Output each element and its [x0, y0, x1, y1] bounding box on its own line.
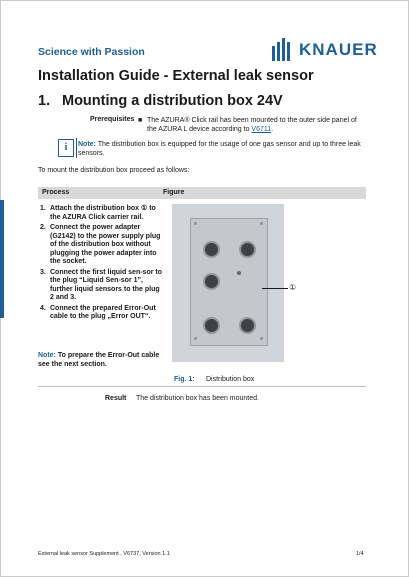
- connector-icon: [203, 273, 220, 290]
- intro-text: To mount the distribution box proceed as follows:: [38, 167, 190, 174]
- note-text: [78, 140, 368, 158]
- table-header: [38, 187, 366, 199]
- connector-icon: [203, 241, 220, 258]
- connector-icon: [239, 317, 256, 334]
- step-number: 3.: [40, 268, 46, 276]
- section-number: 1.: [38, 93, 51, 109]
- status-led-icon: [237, 271, 241, 275]
- tagline: Science with Passion: [38, 46, 145, 58]
- step-text: Connect the power adapter (G2142) to the power supply plug of the distribution box without plugging the power adapter into the socket.: [50, 224, 161, 265]
- result-label: Result: [105, 395, 127, 402]
- knauer-logo: [271, 38, 378, 62]
- screw-icon: [194, 337, 197, 340]
- process-note-text: To prepare the Error-Out cable see the next section.: [38, 352, 160, 368]
- connector-icon: [239, 241, 256, 258]
- figure-caption: Distribution box: [206, 376, 255, 383]
- info-icon: i: [58, 139, 74, 157]
- process-note-label: Note:: [38, 352, 56, 359]
- figure-label: Fig. 1:: [174, 376, 195, 383]
- step-text: Connect the prepared Error-Out cable to the plug „Error OUT“.: [50, 304, 156, 320]
- result-text: The distribution box has been mounted.: [136, 395, 259, 402]
- distribution-box-photo: [172, 204, 284, 362]
- knauer-logo-icon: [271, 38, 293, 62]
- document-title: Installation Guide - External leak sensor: [38, 68, 314, 84]
- figure-callout: ①: [289, 283, 297, 292]
- footer-document-info: External leak sensor Supplement , V6737, Version 1.1: [38, 551, 170, 557]
- step-item: [38, 205, 162, 222]
- section-title: Mounting a distribution box 24V: [62, 93, 283, 109]
- prerequisites-text: [138, 116, 367, 134]
- note-label: Note:: [78, 141, 96, 148]
- section-heading: [38, 93, 283, 109]
- column-header-process: Process: [42, 189, 70, 196]
- step-item: [38, 269, 162, 303]
- bullet-icon: ■: [138, 117, 143, 124]
- process-note: [38, 351, 162, 369]
- side-accent-bar: [0, 200, 4, 318]
- step-item: [38, 224, 162, 267]
- screw-icon: [260, 337, 263, 340]
- step-text: Attach the distribution box ① to the AZURA Click carrier rail.: [50, 205, 156, 221]
- column-header-figure: Figure: [163, 189, 185, 196]
- step-item: [38, 305, 162, 322]
- process-steps: [38, 205, 162, 324]
- distribution-box-housing: [190, 218, 268, 346]
- step-number: 4.: [40, 304, 46, 312]
- step-number: 2.: [40, 224, 46, 231]
- step-number: 1.: [40, 205, 46, 212]
- screw-icon: [260, 222, 263, 225]
- table-bottom-rule: [38, 386, 366, 387]
- logo-text: KNAUER: [299, 40, 378, 59]
- prerequisites-link[interactable]: V6711: [251, 126, 272, 133]
- note-body: The distribution box is equipped for the usage of one gas sensor and up to three leak sensors.: [78, 141, 361, 157]
- prerequisites-label: Prerequisites: [90, 116, 135, 123]
- prerequisites-end: .: [271, 126, 274, 133]
- step-text: Connect the first liquid sen-sor to the plug “Liquid Sen-sor 1”, further liquid sensors to the plug 2 and 3.: [50, 268, 163, 301]
- screw-icon: [194, 222, 197, 225]
- note-divider: [76, 138, 77, 158]
- footer-page-number: 1/4: [356, 551, 364, 557]
- callout-line: [262, 288, 288, 289]
- prerequisites-body: The AZURA® Click rail has been mounted to the outer side panel of the AZURA L device according to: [147, 117, 357, 133]
- connector-icon: [203, 317, 220, 334]
